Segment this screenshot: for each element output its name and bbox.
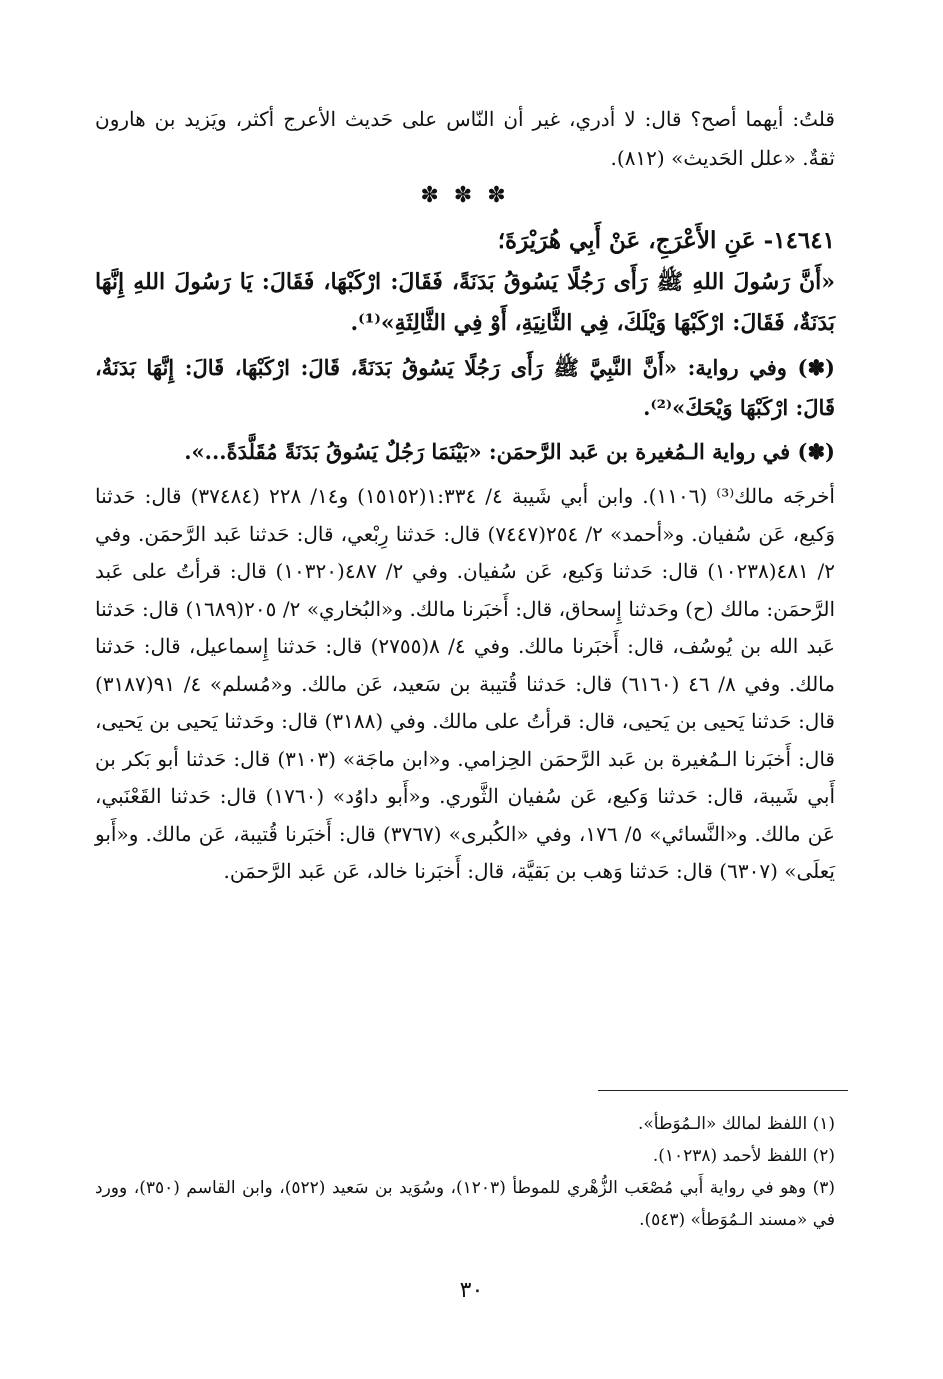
takhrij-paragraph: أخرجَه مالك⁽³⁾ (١١٠٦). وابن أبي شَيبة ٤/ ١:٣٣٤(١٥١٥٢) و١٤/ ٢٢٨ (٣٧٤٨٤) قال: حَدثنا وَكيع، عَن سُفيان. و«أحمد» ٢/ ٢٥٤(٧٤٤٧) قال: حَدثنا رِبْعي، قال: حَدثنا عَبد الرَّحمَن. وفي ٢/ ٤٨١(١٠٢٣٨) قال: حَدثنا وَكيع، عَن سُفيان. وفي ٢/ ٤٨٧(١٠٣٢٠) قال: قرأتُ على عَبد الرَّحمَن: مالك (ح) وحَدثنا إِسحاق، قال: أَخبَرنا مالك. و«البُخاري» ٢/ ٢٠٥(١٦٨٩) قال: حَدثنا عَبد الله بن يُوسُف، قال: أَخبَرنا مالك. وفي ٤/ ٨(٢٧٥٥) قال: حَدثنا إِسماعيل، قال: حَدثنا مالك. وفي ٨/ ٤٦ (٦١٦٠) قال: حَدثنا قُتيبة بن سَعيد، عَن مالك. و«مُسلم» ٤/ ٩١(٣١٨٧) قال: حَدثنا يَحيى بن يَحيى، قال: قرأتُ على مالك. وفي (٣١٨٨) قال: وحَدثنا يَحيى بن يَحيى، قال: أَخبَرنا الـمُغيرة بن عَبد الرَّحمَن الحِزامي. و«ابن ماجَة» (٣١٠٣) قال: حَدثنا أبو بَكر بن أَبي شَيبة، قال: حَدثنا وَكيع، عَن سُفيان الثَّوري. و«أَبو داوُد» (١٧٦٠) قال: حَدثنا القَعْنَبي، عَن مالك. و«النَّسائي» ٥/ ١٧٦، وفي «الكُبرى» (٣٧٦٧) قال: أَخبَرنا قُتيبة، عَن مالك. و«أَبو يَعلَى» (٦٣٠٧) قال: حَدثنا وَهب بن بَقيَّة، قال: أَخبَرنا خالد، عَن عَبد الرَّحمَن.	[95, 484, 836, 883]
footnote-2: (٢) اللفظ لأحمد (١٠٢٣٨).	[652, 1146, 835, 1166]
footnote-divider	[598, 1090, 848, 1091]
footnotes	[95, 1108, 835, 1236]
hadith-variant-2: (✽) في رواية الـمُغيرة بن عَبد الرَّحمَن: «بَيْنَمَا رَجُلٌ يَسُوقُ بَدَنَةً مُقَلَّدَةً...».	[184, 439, 835, 464]
footnote-3: (٣) وهو في رواية أَبي مُصْعَب الزُّهْري للموطأ (١٢٠٣)، وسُوَيد بن سَعيد (٥٢٢)، وابن القاسم (٣٥٠)، وورد في «مسند الـمُوَطأ» (٥٤٣).	[95, 1178, 835, 1230]
page-number: ٣٠	[459, 1278, 484, 1303]
intro-paragraph: قلتُ: أيهما أصح؟ قال: لا أدري، غير أن النّاس على حَديث الأعرج أكثر، ويَزيد بن هارون ثقةٌ. «علل الحَديث» (٨١٢).	[95, 107, 835, 170]
hadith-text: «أَنَّ رَسُولَ اللهِ ﷺ رَأَى رَجُلًا يَسُوقُ بَدَنَةً، فَقَالَ: ارْكَبْهَا، فَقَالَ: يَا رَسُولَ اللهِ إِنَّهَا بَدَنَةٌ، فَقَالَ: ارْكَبْهَا وَيْلَكَ، فِي الثَّانِيَةِ، أَوْ فِي الثَّالِثَةِ»⁽¹⁾.	[95, 269, 835, 336]
page-body	[95, 100, 835, 891]
hadith-variant-1: (✽) وفي رواية: «أَنَّ النَّبِيَّ ﷺ رَأَى رَجُلًا يَسُوقُ بَدَنَةً، قَالَ: ارْكَبْهَا، قَالَ: إِنَّهَا بَدَنَةٌ، قَالَ: ارْكَبْهَا وَيْحَكَ»⁽²⁾.	[95, 355, 835, 420]
footnote-1: (١) اللفظ لمالك «الـمُوَطأ».	[638, 1114, 835, 1134]
section-separator: ✽ ✽ ✽	[420, 183, 510, 208]
hadith-heading: ١٤٦٤١- عَنِ الأَعْرَجِ، عَنْ أَبِي هُرَيْرَةَ؛	[497, 227, 835, 254]
